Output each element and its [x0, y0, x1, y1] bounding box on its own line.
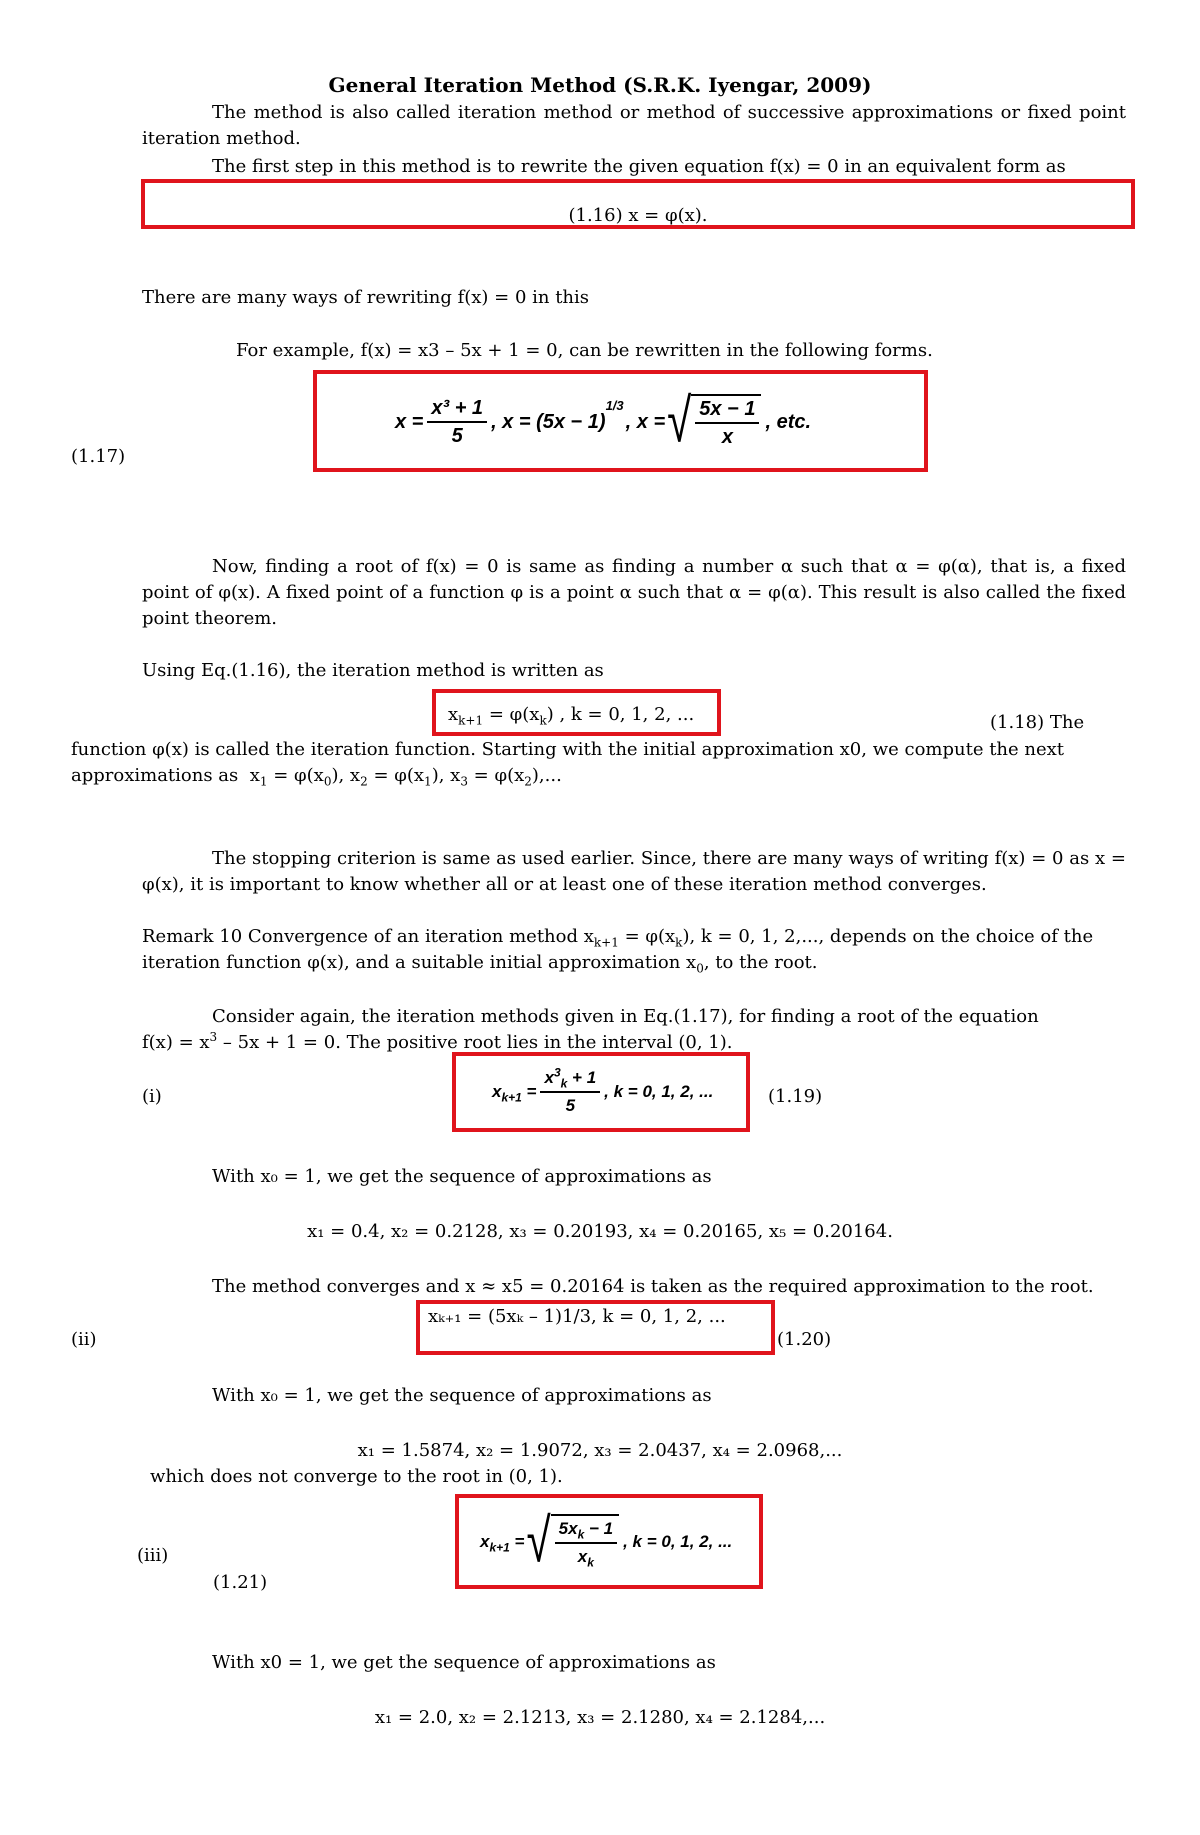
formula-exponent: 1/3 — [605, 398, 624, 413]
fraction-1-21-numerator: $5x_k - 1$ — [555, 1516, 617, 1544]
fraction-cubic-denominator: 5 — [451, 425, 463, 447]
not-converge-text: which does not converge to the root in (0, 1). — [150, 1466, 563, 1487]
radical-sign-1-21-icon: √ — [526, 1507, 551, 1576]
formula-1-17 — [395, 385, 811, 459]
label-1-20: (1.20) — [777, 1329, 832, 1350]
fraction-1-19-numerator: $x^3_k + 1$ — [540, 1065, 600, 1093]
approximations-text: approximations as $x_1 = \varphi(x_0)$, $x_2 = \varphi(x_1)$, $x_3 = \varphi(x_2)$,... — [71, 765, 562, 789]
fraction-root — [695, 396, 759, 450]
formula-etc: , etc. — [765, 411, 812, 433]
radicand-1-21 — [551, 1514, 619, 1570]
consider-text: Consider again, the iteration methods given in Eq.(1.17), for finding a root of the equation — [212, 1006, 1039, 1027]
many-ways-text: There are many ways of rewriting f(x) = 0 in this — [142, 287, 590, 308]
fraction-root-denominator: x — [721, 426, 733, 448]
equation-1-18: $x_{k+1} = \varphi(x_k)$ , k = 0, 1, 2, ... — [448, 704, 695, 728]
fraction-root-numerator: 5x − 1 — [695, 396, 759, 424]
remark-line-2: iteration function φ(x), and a suitable initial approximation $x_0$, to the root. — [142, 952, 818, 976]
with-x0-text-ii: With x₀ = 1, we get the sequence of approximations as — [212, 1385, 712, 1406]
formula-1-19-index: , k = 0, 1, 2, ... — [604, 1082, 714, 1101]
radical-sign-icon: √ — [667, 387, 692, 456]
formula-x-eq-2: , x = — [625, 411, 666, 433]
label-1-18: (1.18) The — [990, 712, 1085, 733]
fraction-1-19-denominator: 5 — [565, 1096, 576, 1115]
equation-1-16: (1.16) x = φ(x). — [568, 205, 708, 226]
label-i: (i) — [142, 1086, 162, 1107]
fraction-cubic — [427, 395, 487, 449]
fraction-1-19 — [540, 1065, 600, 1119]
formula-1-19 — [492, 1060, 713, 1124]
formula-1-19-lhs: $x_{k+1}$ = — [492, 1082, 537, 1105]
with-x0-text-iii: With x0 = 1, we get the sequence of approximations as — [212, 1652, 716, 1673]
intro-paragraph: The method is also called iteration method or method of successive approximations or fixed point iteration method. — [142, 102, 1126, 149]
label-1-19: (1.19) — [768, 1086, 823, 1107]
remark-line-1: Remark 10 Convergence of an iteration method $x_{k+1} = \varphi(x_k)$, k = 0, 1, 2,..., depends on the choice of the — [142, 926, 1094, 950]
sequence-iii: x₁ = 2.0, x₂ = 2.1213, x₃ = 2.1280, x₄ = 2.1284,... — [374, 1707, 826, 1728]
label-ii: (ii) — [71, 1329, 97, 1350]
label-1-17: (1.17) — [71, 446, 126, 467]
formula-1-21 — [480, 1505, 732, 1579]
square-root-expression — [667, 387, 761, 456]
sequence-ii: x₁ = 1.5874, x₂ = 1.9072, x₃ = 2.0437, x₄ = 2.0968,... — [357, 1440, 843, 1461]
sequence-i: x₁ = 0.4, x₂ = 0.2128, x₃ = 0.20193, x₄ = 0.20165, x₅ = 0.20164. — [307, 1221, 893, 1242]
label-iii: (iii) — [137, 1545, 169, 1566]
equation-1-20: xₖ₊₁ = (5xₖ – 1)1/3, k = 0, 1, 2, ... — [428, 1306, 726, 1327]
square-root-1-21 — [526, 1507, 619, 1576]
iteration-function-text: function φ(x) is called the iteration function. Starting with the initial approximation x0, we compute the next — [71, 739, 1065, 760]
formula-1-21-index: , k = 0, 1, 2, ... — [623, 1532, 733, 1551]
example-text: For example, f(x) = x3 – 5x + 1 = 0, can be rewritten in the following forms. — [236, 340, 933, 361]
formula-1-21-lhs: $x_{k+1}$ = — [480, 1532, 525, 1555]
using-eq-text: Using Eq.(1.16), the iteration method is written as — [142, 660, 604, 681]
fixed-point-paragraph: Now, finding a root of f(x) = 0 is same as finding a number α such that α = φ(α), that is, a fixed point of φ(x). A fixed point of a function φ is a point α such that α = φ(α). This result is also called the fixed point theorem. — [142, 556, 1126, 629]
fraction-1-21 — [555, 1516, 617, 1570]
formula-cube-root-form: , x = (5x − 1) — [491, 411, 606, 433]
formula-x-eq: x = — [395, 411, 424, 433]
stopping-criterion-paragraph: The stopping criterion is same as used earlier. Since, there are many ways of writing f(x) = 0 as x = φ(x), it is important to know whether all or at least one of these iteration method converges. — [142, 848, 1126, 895]
radicand — [691, 394, 761, 450]
page-title: General Iteration Method (S.R.K. Iyengar, 2009) — [328, 73, 872, 97]
equation-positive-root-text: $f(x) = x^3 - 5x + 1 = 0$. The positive root lies in the interval (0, 1). — [142, 1030, 733, 1053]
first-step-text: The first step in this method is to rewrite the given equation f(x) = 0 in an equivalent form as — [212, 156, 1066, 177]
fraction-1-21-denominator: $x_k$ — [577, 1547, 594, 1570]
fraction-cubic-numerator: x³ + 1 — [427, 395, 487, 423]
converges-text: The method converges and x ≈ x5 = 0.20164 is taken as the required approximation to the root. — [212, 1276, 1094, 1297]
with-x0-text-i: With x₀ = 1, we get the sequence of approximations as — [212, 1166, 712, 1187]
label-1-21: (1.21) — [213, 1572, 268, 1593]
